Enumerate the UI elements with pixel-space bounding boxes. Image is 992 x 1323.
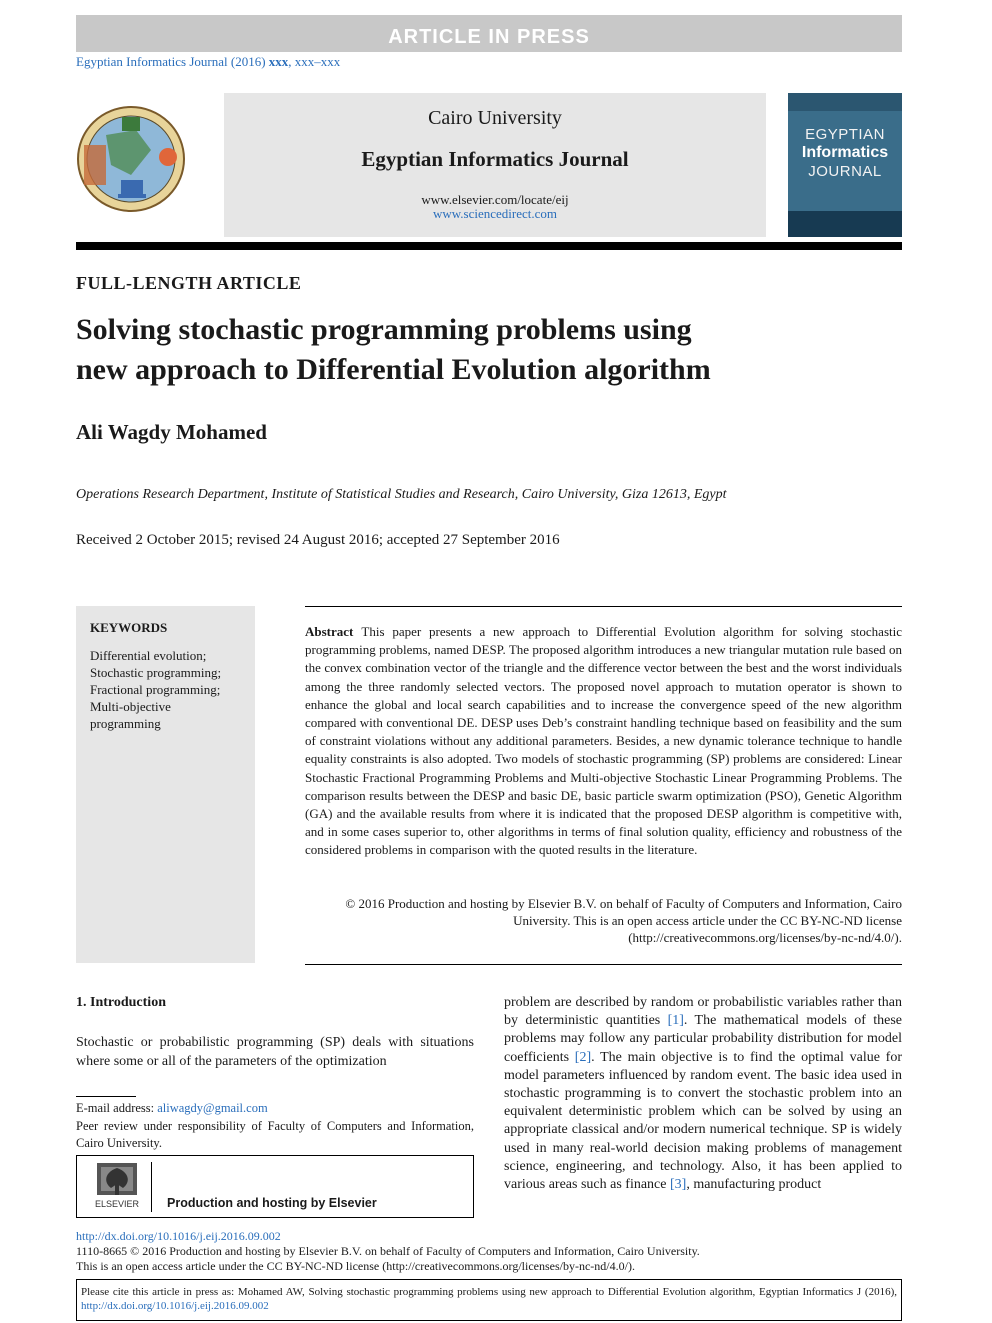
section-heading-introduction: 1. Introduction (76, 995, 166, 1010)
journal-name: Egyptian Informatics Journal (361, 147, 629, 171)
reference-link-2[interactable]: [2] (574, 1049, 592, 1065)
keywords-title: KEYWORDS (90, 620, 168, 635)
doi-link[interactable]: http://dx.doi.org/10.1016/j.eij.2016.09.002 (76, 1229, 281, 1243)
footnote-rule (76, 1096, 136, 1097)
university-name: Cairo University (428, 107, 562, 129)
cite-doi-link[interactable]: http://dx.doi.org/10.1016/j.eij.2016.09.002 (81, 1300, 269, 1312)
elsevier-tree-logo-icon (91, 1160, 143, 1212)
author-email (76, 1101, 268, 1116)
article-dates: Received 2 October 2015; revised 24 August 2016; accepted 27 September 2016 (76, 532, 560, 548)
journal-url[interactable]: www.elsevier.com/locate/eij (421, 192, 569, 207)
journal-cover-image (788, 93, 902, 237)
intro-text-part: . The mathematical models of these problems may follow any particular probability distribution for model coefficients (504, 1013, 902, 1065)
author-name: Ali Wagdy Mohamed (76, 420, 267, 444)
citation-volume: xxx (268, 54, 289, 69)
open-access-line: This is an open access article under the CC BY-NC-ND license (http://creativecommons.org/licenses/by-nc-nd/4.0/). (76, 1259, 635, 1273)
sciencedirect-link[interactable]: www.sciencedirect.com (432, 206, 558, 221)
elsevier-divider (151, 1162, 152, 1212)
elsevier-wordmark: ELSEVIER (94, 1199, 140, 1209)
keyword-item: Multi-objective (90, 699, 171, 714)
elsevier-hosting-text: Production and hosting by Elsevier (167, 1196, 377, 1210)
cover-line-3: JOURNAL (808, 163, 882, 180)
intro-text-part: , manufacturing product (686, 1177, 822, 1193)
email-label: E-mail address: (76, 1101, 158, 1115)
article-in-press-banner: ARTICLE IN PRESS (76, 15, 902, 52)
peer-review-note: Peer review under responsibility of Faculty of Computers and Information, Cairo University. (76, 1119, 474, 1150)
reference-link-3[interactable]: [3] (669, 1177, 687, 1193)
abstract-label: Abstract (305, 624, 354, 639)
reference-link-1[interactable]: [1] (667, 1013, 684, 1029)
citation-pages: , xxx–xxx (288, 54, 341, 69)
intro-right-column (504, 994, 902, 1194)
cairo-university-seal-icon (76, 105, 186, 213)
cover-line-2: Informatics (801, 144, 889, 161)
title-line-2: new approach to Differential Evolution algorithm (76, 353, 711, 386)
journal-citation-top[interactable] (76, 54, 340, 70)
cover-top-strip (788, 93, 902, 111)
keyword-item: Fractional programming; (90, 682, 221, 697)
keywords-list (90, 647, 221, 732)
journal-header-box (224, 93, 766, 237)
author-affiliation: Operations Research Department, Institute of Statistical Studies and Research, Cairo University, Giza 12613, Egypt (76, 487, 727, 502)
issn-line: 1110-8665 © 2016 Production and hosting by Elsevier B.V. on behalf of Faculty of Computers and Information, Cairo University. (76, 1244, 700, 1258)
cover-line-1: EGYPTIAN (805, 126, 885, 143)
keyword-item: Stochastic programming; (90, 665, 222, 680)
abstract-top-rule (305, 606, 902, 607)
abstract-copyright: © 2016 Production and hosting by Elsevier B.V. on behalf of Faculty of Computers and Information, Cairo University. This is an open access article under the CC BY-NC-ND license (http://creativecommons.org/licenses/by-nc-nd/4.0/). (345, 896, 902, 945)
keywords-box (76, 606, 255, 963)
article-type: FULL-LENGTH ARTICLE (76, 273, 302, 293)
cite-this-article-box (76, 1279, 902, 1321)
cover-bottom-strip (788, 211, 902, 237)
abstract (305, 623, 902, 860)
intro-text-part: . The main objective is to find the optimal value for model parameters influenced by random event. The basic idea used in stochastic programming is to convert the stochastic problem into an equivalent deterministic problem which can be solved by using an appropriate classical and/or modern numerical technique. SP is widely used in many real-world decision making problems of management science, engineering, and technology. Also, it has been applied to various areas such as finance (504, 1049, 902, 1193)
article-title (76, 310, 836, 390)
elsevier-hosting-box (76, 1155, 474, 1218)
keyword-item: Differential evolution; (90, 648, 207, 663)
abstract-text: This paper presents a new approach to Differential Evolution algorithm for solving stochastic programming problems, named DESP. The proposed algorithm introduces a new triangular mutation rule based on the convex combination vector of the triangle and the difference vector between the best and the worst individuals among the three randomly selected vectors. The proposed novel approach to mutation operator is shown to enhance the global and local search capabilities and to increase the convergence speed of the new algorithm compared with conventional DE. DESP uses Deb’s constraint handling technique based on feasibility and the sum of constraint violations without any additional parameters. Besides, a new dynamic tolerance technique to handle equality constraints is also adopted. Two models of stochastic programming (SP) problems are considered: Linear Stochastic Fractional Programming Problems and Multi-objective Stochastic Linear Programming Problems. The comparison results between the DESP and basic DE, basic particle swarm optimization (PSO), Genetic Algorithm (GA) and the available results from where it is indicated that the proposed DESP algorithm is competitive with, and in some cases superior to, other algorithms in terms of final solution quality, efficiency and robustness of the considered problems in comparison with the quoted results in the literature. (305, 624, 902, 858)
intro-left-column: Stochastic or probabilistic programming (SP) deals with situations where some or all of the parameters of the optimization (76, 1035, 474, 1069)
citation-prefix: Egyptian Informatics Journal (2016) (76, 54, 269, 69)
cite-body: Please cite this article in press as: Mohamed AW, Solving stochastic programming problems using new approach to Differential Evolution algorithm, Egyptian Informatics J (2016), (81, 1286, 897, 1298)
email-link[interactable]: aliwagdy@gmail.com (157, 1101, 268, 1115)
cite-text (81, 1285, 897, 1313)
title-line-1: Solving stochastic programming problems using (76, 313, 692, 346)
abstract-bottom-rule (305, 964, 902, 965)
keyword-item: programming (90, 716, 161, 731)
intro-text-part: problem are described by random or probabilistic variables rather than by deterministic quantities (504, 995, 902, 1029)
header-divider (76, 242, 902, 250)
